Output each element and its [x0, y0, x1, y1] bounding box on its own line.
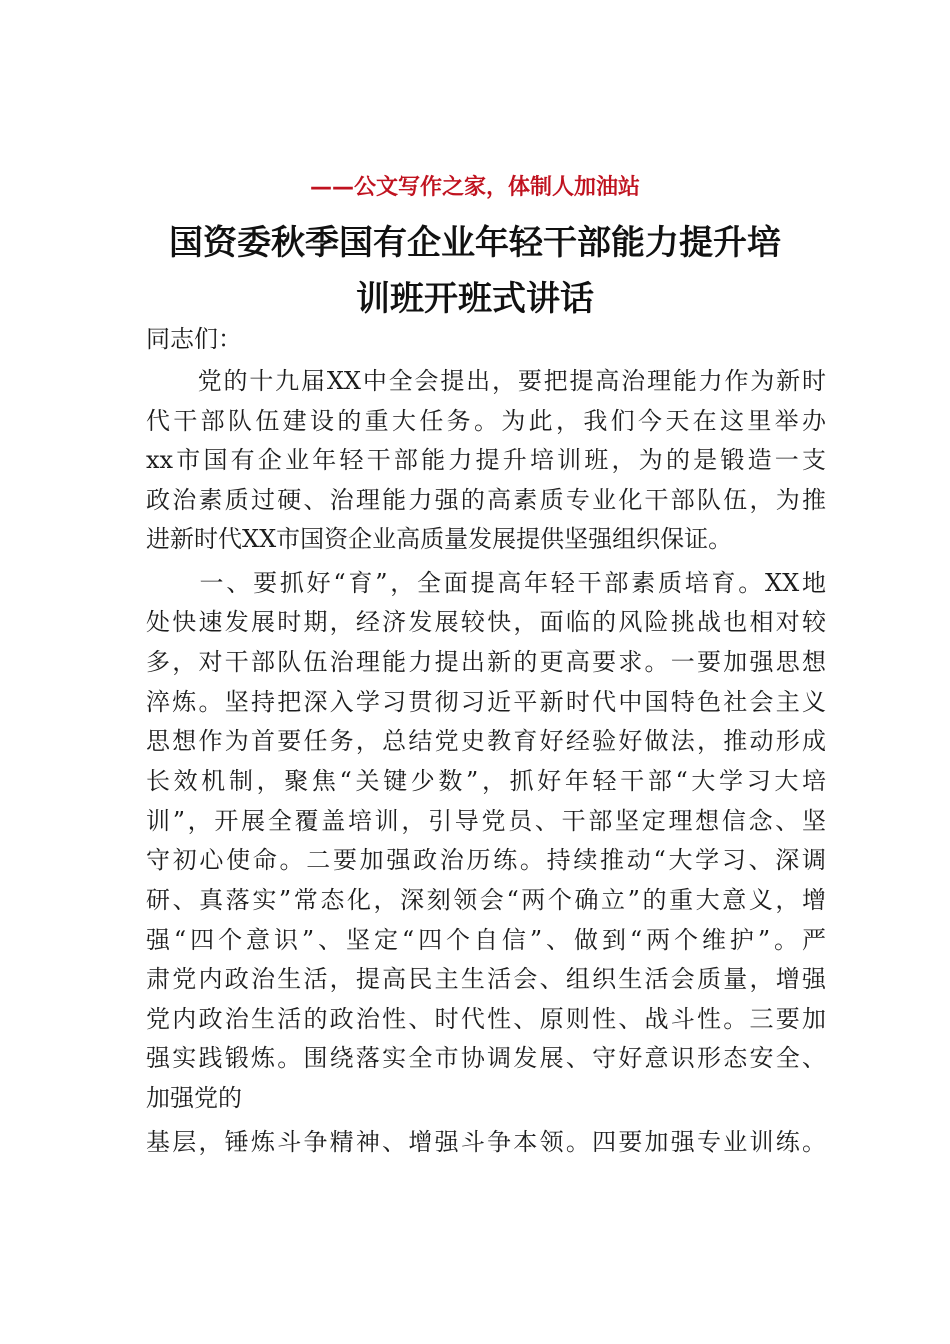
body-line: 多，对干部队伍治理能力提出新的更高要求。一要加强思想 [146, 648, 826, 676]
body-line: 一、要抓好“育”，全面提高年轻干部素质培育。XX地 [146, 569, 826, 597]
body-line: 研、真落实”常态化，深刻领会“两个确立”的重大意义，增 [146, 886, 826, 914]
body-line: 强实践锻炼。围绕落实全市协调发展、守好意识形态安全、 [146, 1044, 826, 1072]
tagline: ——公文写作之家，体制人加油站 [309, 175, 640, 200]
body-line: 党内政治生活的政治性、时代性、原则性、战斗性。三要加 [146, 1005, 826, 1033]
body-line: 进新时代XX市国资企业高质量发展提供坚强组织保证。 [146, 525, 733, 553]
title-line-2: 训班开班式讲话 [356, 279, 594, 319]
body-line: 代干部队伍建设的重大任务。为此，我们今天在这里举办 [146, 407, 826, 435]
body-line: 思想作为首要任务，总结党史教育好经验好做法，推动形成 [146, 727, 826, 755]
body-line: 基层，锤炼斗争精神、增强斗争本领。四要加强专业训练。 [146, 1128, 826, 1156]
body-line: 肃党内政治生活，提高民主生活会、组织生活会质量，增强 [146, 965, 826, 993]
body-line: 政治素质过硬、治理能力强的高素质专业化干部队伍，为推 [146, 486, 826, 514]
body-line: 训”，开展全覆盖培训，引导党员、干部坚定理想信念、坚 [146, 807, 826, 835]
body-line: 党的十九届XX中全会提出，要把提高治理能力作为新时 [146, 367, 826, 395]
body-line: 淬炼。坚持把深入学习贯彻习近平新时代中国特色社会主义 [146, 688, 826, 716]
salutation: 同志们： [146, 325, 242, 353]
body-line: 处快速发展时期，经济发展较快，面临的风险挑战也相对较 [146, 608, 826, 636]
body-line: 加强党的 [146, 1084, 242, 1112]
body-line: 守初心使命。二要加强政治历练。持续推动“大学习、深调 [146, 846, 826, 874]
title-line-1: 国资委秋季国有企业年轻干部能力提升培 [169, 223, 781, 263]
body-line: 长效机制，聚焦“关键少数”，抓好年轻干部“大学习大培 [146, 767, 826, 795]
body-line: 强“四个意识”、坚定“四个自信”、做到“两个维护”。严 [146, 926, 826, 954]
body-line: xx市国有企业年轻干部能力提升培训班，为的是锻造一支 [146, 446, 826, 474]
